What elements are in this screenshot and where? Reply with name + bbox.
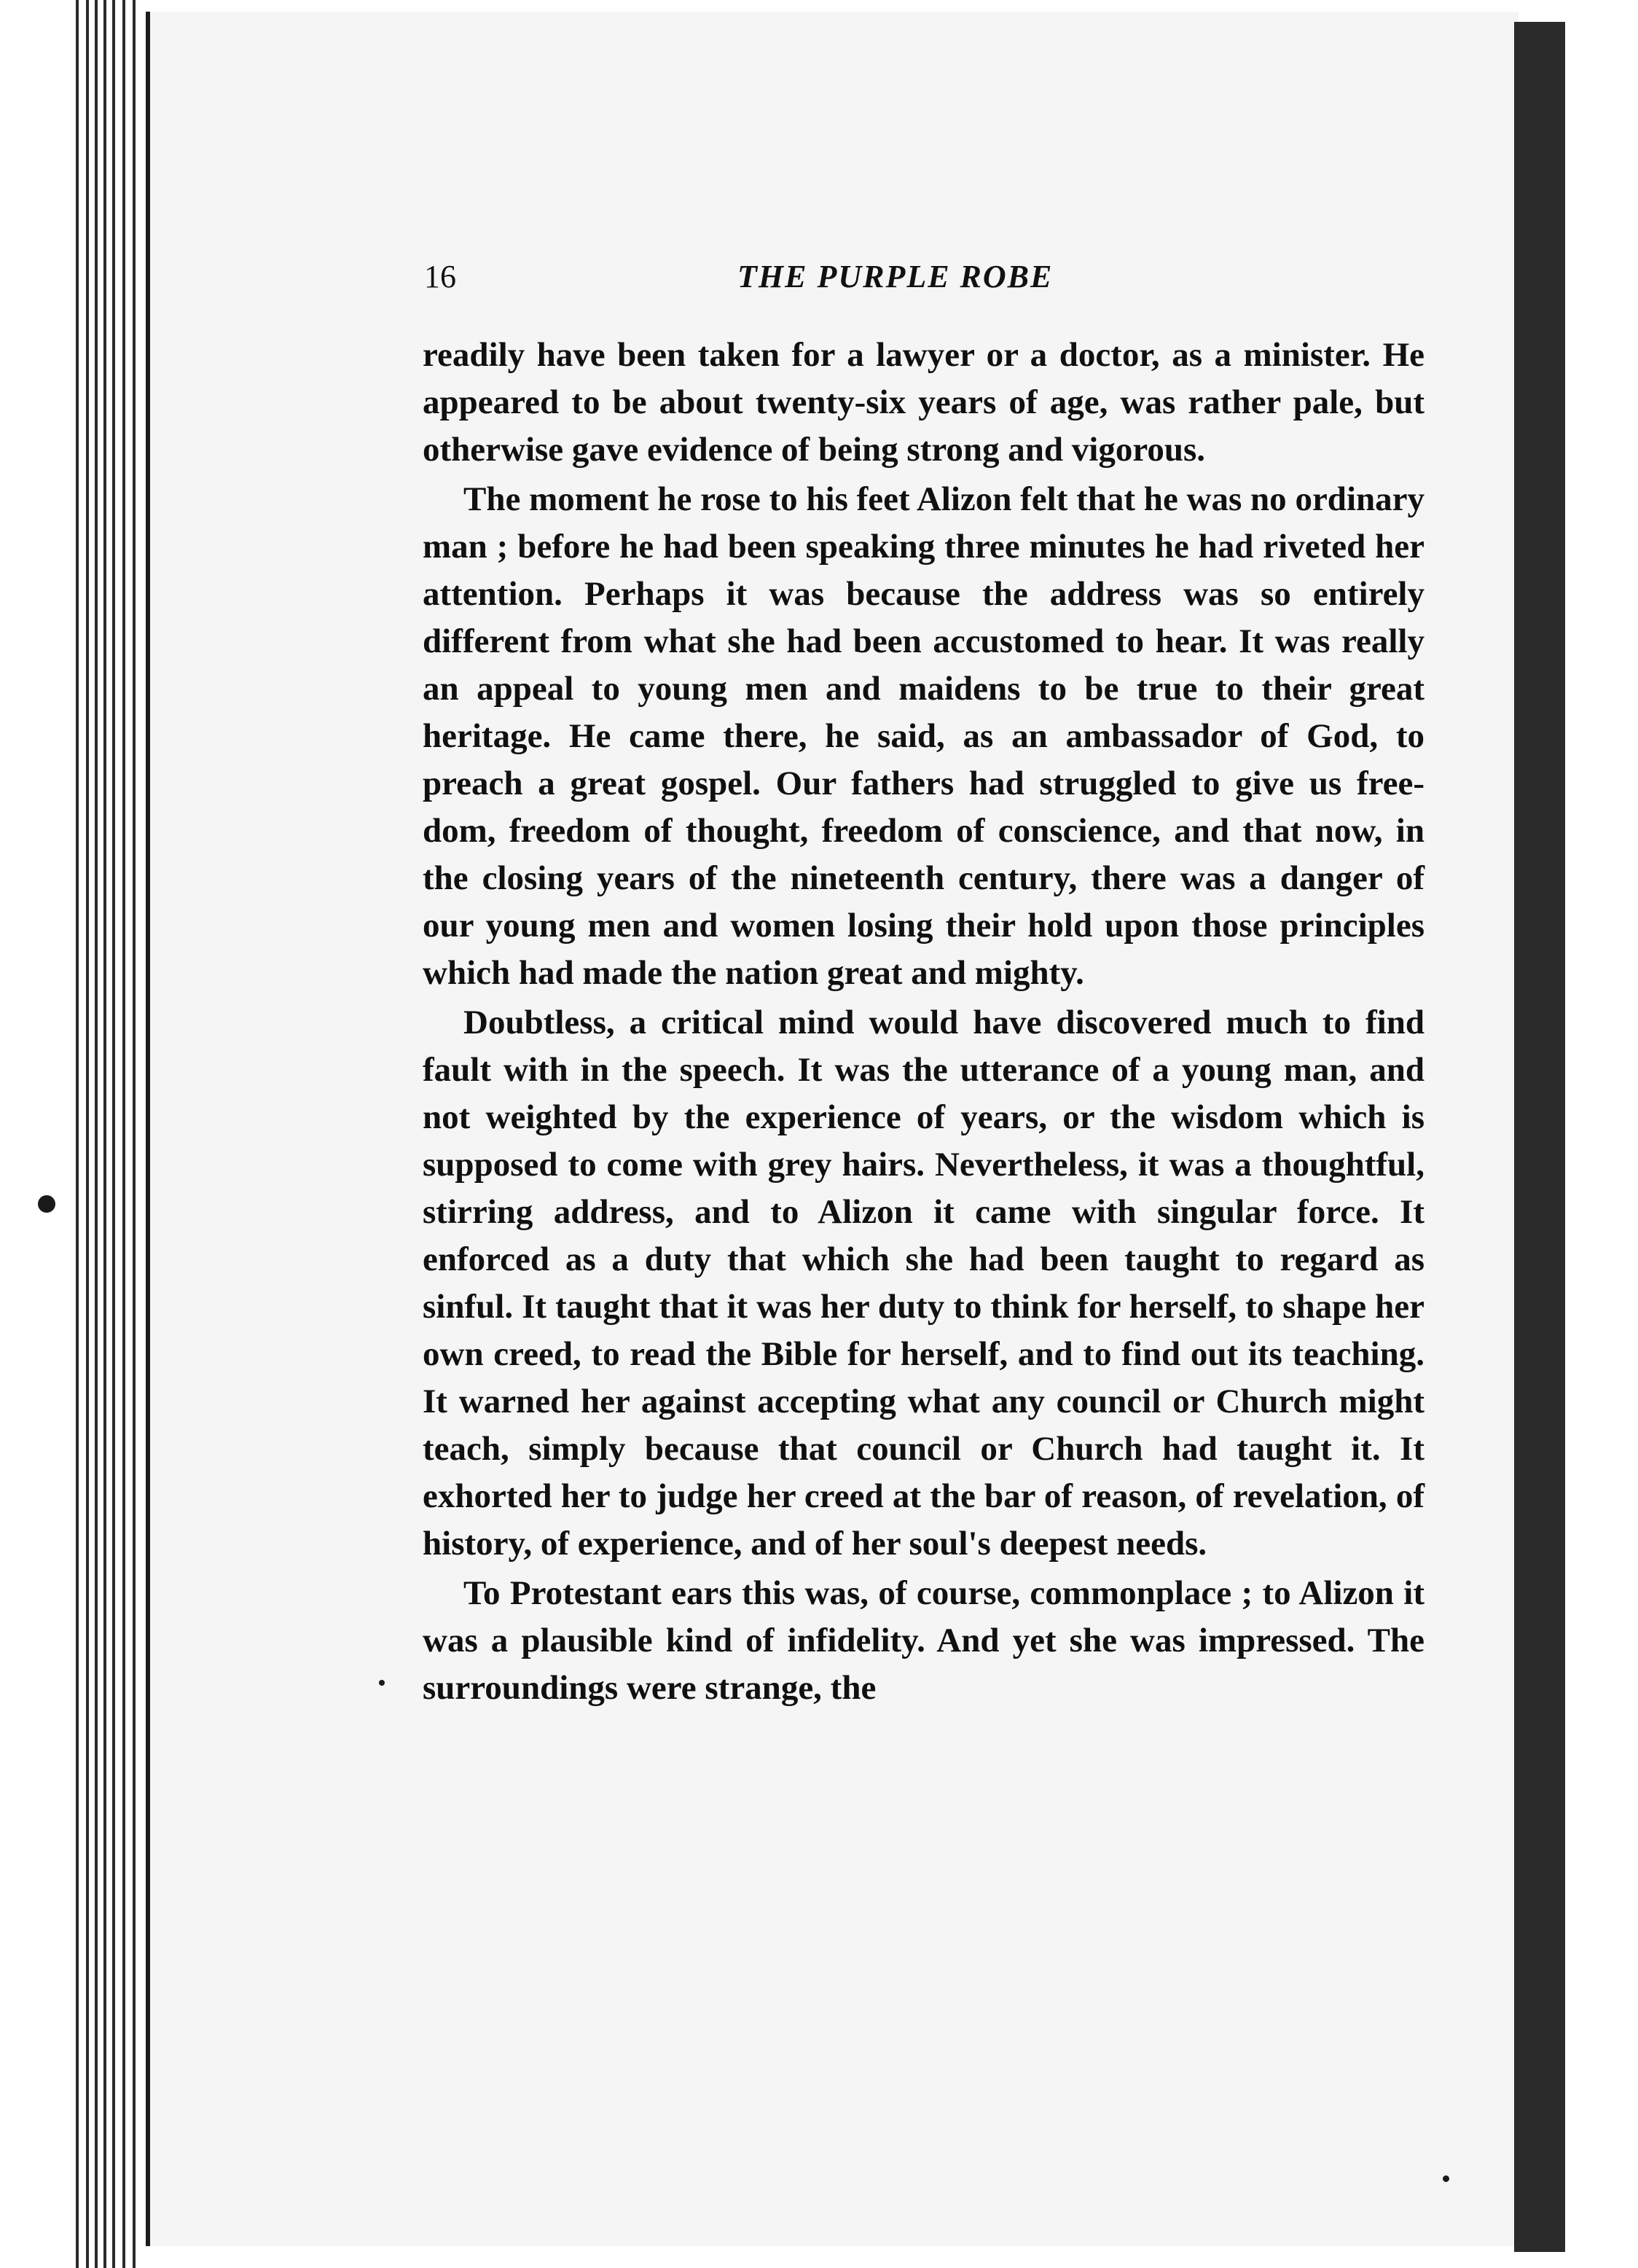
outer-margin	[1565, 0, 1638, 2268]
page-number: 16	[424, 259, 456, 294]
scan-speck	[38, 1195, 55, 1213]
paragraph-1: readily have been taken for a lawyer or a doctor, as a minister. He appeared to be about twenty-six years of age, was rather pale, but otherwise gave evidence of being strong and vigorous.	[423, 336, 1425, 469]
scan-speck	[1443, 2175, 1449, 2182]
paragraph-2: The moment he rose to his feet Alizon felt that he was no ordinary man ; before he had been speaking three minutes he had riveted her attention. Perhaps it was because the address was so entirely different from what she had been accustomed to hear. It was really an appeal to young men and maidens to be true to their great heritage. He came there, he said, as an ambassador of God, to preach a great gospel. Our fathers had struggled to give us free-dom, freedom of thought, freedom of conscience, and that now, in the closing years of the nineteenth century, there was a danger of our young men and women losing their hold upon those principles which had made the nation great and mighty.	[423, 480, 1425, 992]
running-title: THE PURPLE ROBE	[737, 259, 1054, 294]
paragraph-3: Doubtless, a critical mind would have discovered much to find fault with in the speech. It was the utterance of a young man, and not weighted by the experience of years, or the wisdom which is supposed to come with grey hairs. Nevertheless, it was a thoughtful, stirring address, and to Alizon it came with singular force. It enforced as a duty that which she had been taught to regard as sinful. It taught that it was her duty to think for herself, to shape her own creed, to read the Bible for herself, and to find out its teaching. It warned her against accepting what any council or Church might teach, simply because that council or Church had taught it. It exhorted her to judge her creed at the bar of reason, of revelation, of history, of experience, and of her soul's deepest needs.	[423, 1004, 1425, 1563]
scan-speck	[379, 1680, 385, 1686]
running-head	[424, 258, 1422, 309]
page-edges	[70, 0, 157, 2268]
binding-shadow	[1514, 22, 1565, 2252]
body-text	[423, 332, 1425, 1714]
paragraph-4: To Protestant ears this was, of course, commonplace ; to Alizon it was a plausible kind of infidelity. And yet she was impressed. The surroundings were strange, the	[423, 1574, 1425, 1707]
